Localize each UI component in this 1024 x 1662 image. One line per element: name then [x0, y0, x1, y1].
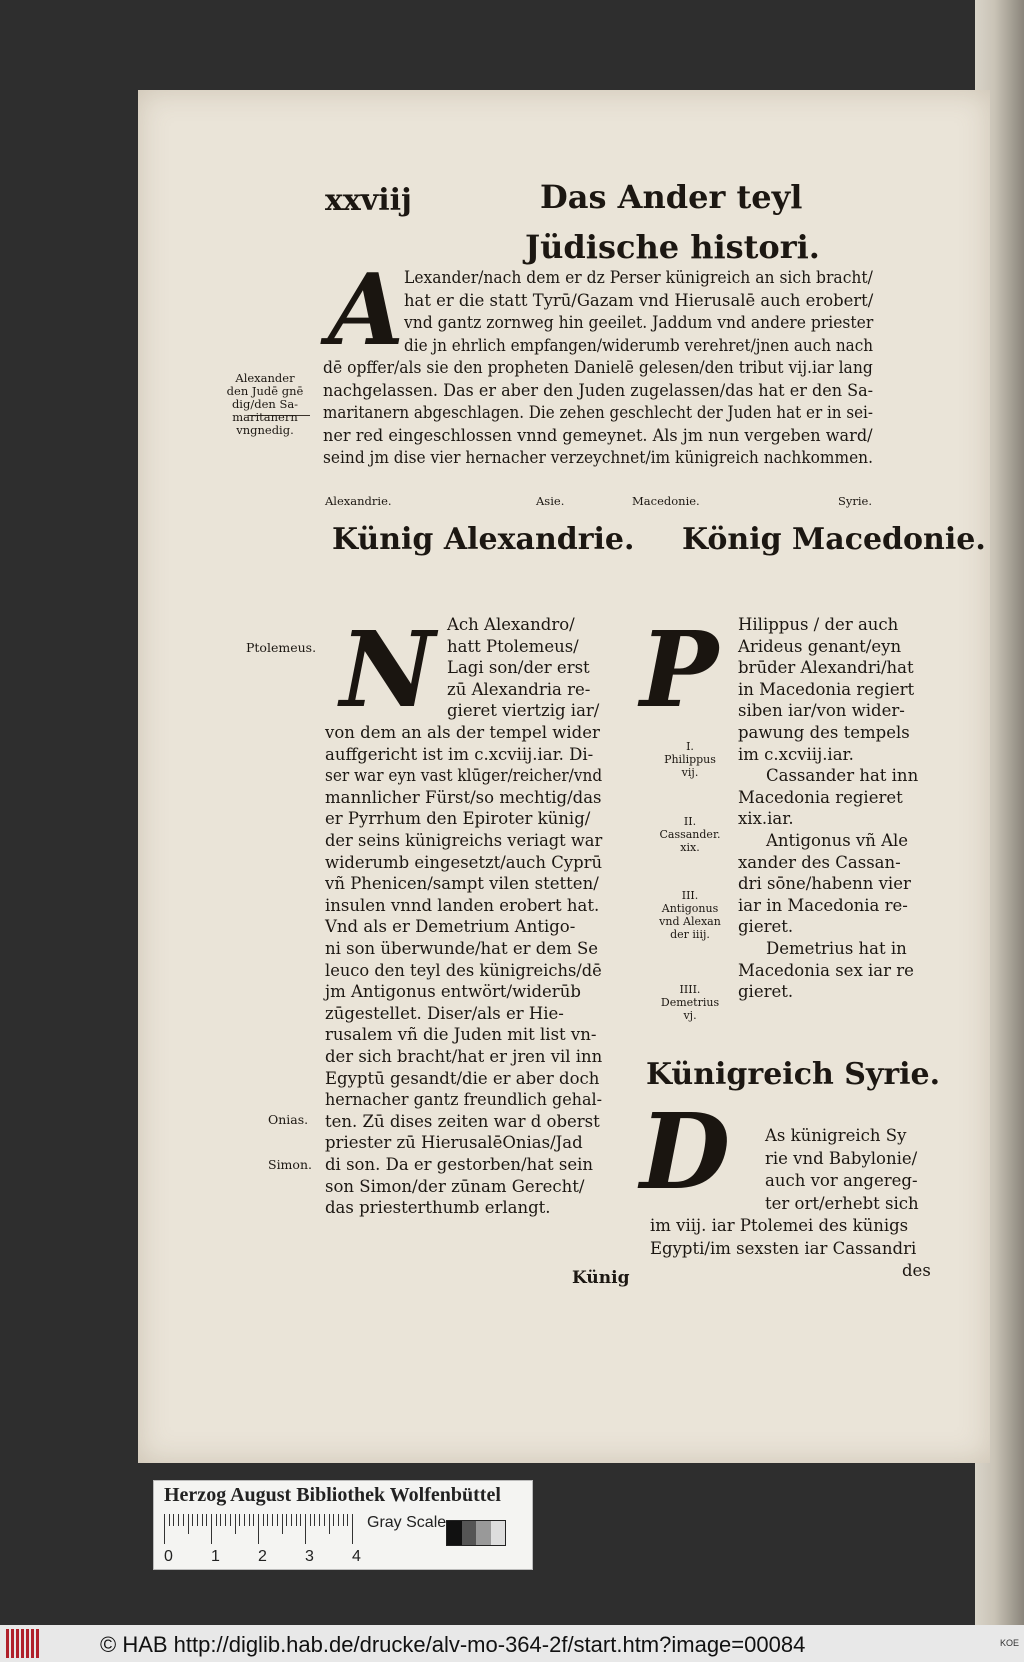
ruler-tick	[192, 1514, 193, 1526]
reign-margin-line: vj.	[683, 1009, 697, 1022]
ruler-tick	[352, 1514, 353, 1544]
syrie-line: rie vnd Babylonie/	[765, 1148, 918, 1168]
margin-note-alexander	[222, 372, 308, 437]
left-column-line: Lagi son/der erst	[447, 658, 590, 678]
gray-scale-strip	[446, 1520, 506, 1546]
right-column-line: xander des Cassan-	[738, 852, 901, 872]
dropcap-initial-n: N	[340, 608, 436, 731]
right-column-line: dri sōne/habenn vier	[738, 874, 911, 894]
margin-note-line: Alexander	[235, 371, 295, 385]
margin-note-line: den Judē gnē	[226, 384, 304, 398]
gray-scale-label: Gray Scale	[367, 1514, 447, 1531]
reign-margin-line: der iiij.	[670, 928, 710, 941]
left-column-line: zūgestellet. Diser/als er Hie-	[325, 1003, 564, 1023]
intro-line: die jn ehrlich empfangen/widerumb verehret/jnen auch nach	[404, 335, 874, 355]
right-column-line: gieret.	[738, 917, 794, 937]
cm-ruler	[164, 1514, 358, 1544]
ruler-tick	[282, 1514, 283, 1534]
right-column-line: in Macedonia regiert	[738, 679, 915, 699]
left-column-line: hatt Ptolemeus/	[447, 636, 579, 656]
column-head: Syrie.	[838, 494, 873, 508]
ruler-tick	[235, 1514, 236, 1534]
gray-patch	[491, 1521, 506, 1545]
heading-koenig-macedonie: König Macedonie.	[682, 522, 986, 557]
left-column-line: priester zū HierusalēOnias/Jad	[325, 1133, 583, 1153]
ruler-tick	[183, 1514, 184, 1526]
left-column-line: auffgericht ist im c.xcviij.iar. Di-	[325, 744, 594, 764]
left-column-line: von dem an als der tempel wider	[325, 723, 600, 742]
ruler-tick	[329, 1514, 330, 1534]
reign-margin-line: Antigonus	[661, 902, 719, 915]
right-column-line: gieret.	[738, 982, 794, 1002]
left-column-line: widerumb eingesetzt/auch Cyprū	[325, 852, 603, 872]
ruler-tick	[263, 1514, 264, 1526]
ruler-tick	[310, 1514, 311, 1526]
reign-margin-note	[650, 815, 730, 854]
right-column-line: Macedonia sex iar re	[738, 960, 914, 980]
ruler-tick	[324, 1514, 325, 1526]
reign-margin-note	[650, 740, 730, 779]
ruler-tick	[319, 1514, 320, 1526]
left-column-line: mannlicher Fürst/so mechtig/das	[325, 787, 602, 807]
intro-line: seind jm dise vier hernacher verzeychnet/im künigreich nachkommen.	[323, 448, 873, 467]
library-name: Herzog August Bibliothek Wolfenbüttel	[164, 1484, 501, 1506]
ruler-tick	[343, 1514, 344, 1526]
ruler-tick	[188, 1514, 189, 1534]
left-column-line: hernacher gantz freundlich gehal-	[325, 1090, 602, 1110]
ruler-tick	[178, 1514, 179, 1526]
syrie-line: auch vor angereg-	[765, 1171, 918, 1190]
gray-patch	[447, 1521, 462, 1545]
reign-margin-line: xix.	[680, 841, 700, 854]
left-column-line: gieret viertzig iar/	[447, 701, 600, 721]
left-column-line: insulen vnnd landen erobert hat.	[325, 895, 600, 915]
heading-kuenig-alexandrie: Künig Alexandrie.	[332, 522, 635, 557]
left-column-line: Ach Alexandro/	[447, 615, 575, 634]
left-column-line: di son. Da er gestorben/hat sein	[325, 1155, 594, 1174]
reign-margin-line: IIII.	[679, 983, 701, 996]
right-column-line: siben iar/von wider-	[738, 701, 905, 721]
right-column-line: iar in Macedonia re-	[738, 895, 908, 915]
left-margin-note: Onias.	[268, 1112, 309, 1127]
ruler-tick	[300, 1514, 301, 1526]
ruler-tick	[239, 1514, 240, 1526]
syrie-line: im viij. iar Ptolemei des künigs	[650, 1216, 909, 1235]
intro-line: dē opffer/als sie den propheten Danielē gelesen/den tribut vij.iar lang	[323, 358, 873, 377]
left-column-line: leuco den teyl des künigreichs/dē	[325, 960, 602, 980]
left-column-line: Egyptū gesandt/die er aber doch	[325, 1068, 600, 1088]
syrie-line: ter ort/erhebt sich	[765, 1193, 919, 1213]
left-column-line: rusalem vñ die Juden mit list vn-	[325, 1025, 597, 1045]
dropcap-initial-p: P	[640, 608, 719, 731]
section-title: Jüdische histori.	[525, 228, 820, 266]
ruler-tick	[333, 1514, 334, 1526]
left-column-line: Vnd als er Demetrium Antigo-	[325, 917, 576, 937]
running-title: Das Ander teyl	[540, 178, 803, 216]
column-head: Macedonie.	[632, 494, 700, 508]
intro-line: ner red eingeschlossen vnnd gemeynet. Als jm nun vergeben ward/	[323, 425, 873, 445]
margin-note-line: maritanern	[232, 410, 298, 424]
left-column-line: der seins künigreichs veriagt war	[325, 831, 603, 850]
right-column-line: Antigonus vñ Ale	[766, 831, 909, 850]
reign-margin-line: vnd Alexan	[659, 915, 721, 928]
ruler-tick	[225, 1514, 226, 1526]
ruler-number: 3	[305, 1548, 314, 1565]
intro-line: vnd gantz zornweg hin geeilet. Jaddum vnd andere priester	[404, 313, 874, 332]
gray-patch	[476, 1521, 491, 1545]
ruler-number: 0	[164, 1548, 173, 1565]
gray-patch	[462, 1521, 477, 1545]
ruler-tick	[216, 1514, 217, 1526]
ruler-tick	[169, 1514, 170, 1526]
reign-margin-line: Cassander.	[659, 828, 721, 841]
left-margin-note: Simon.	[268, 1157, 312, 1172]
left-column-line: son Simon/der zūnam Gerecht/	[325, 1176, 585, 1196]
ruler-tick	[267, 1514, 268, 1526]
column-head: Alexandrie.	[325, 494, 392, 508]
ruler-tick	[272, 1514, 273, 1526]
right-column-line: Macedonia regieret	[738, 787, 903, 807]
folio-number: xxviij	[325, 183, 412, 218]
syrie-line: des	[902, 1261, 931, 1280]
intro-line: maritanern abgeschlagen. Die zehen geschlecht der Juden hat er in sei-	[323, 403, 873, 422]
heading-kuenigreich-syrie: Künigreich Syrie.	[646, 1057, 941, 1092]
reign-margin-line: Philippus	[664, 753, 716, 766]
reign-margin-line: I.	[686, 740, 694, 753]
column-head: Asie.	[536, 494, 565, 508]
syrie-line: As künigreich Sy	[765, 1126, 907, 1145]
ruler-number: 1	[211, 1548, 220, 1565]
ruler-tick	[244, 1514, 245, 1526]
ruler-tick	[164, 1514, 165, 1544]
left-column-line: zū Alexandria re-	[447, 679, 591, 699]
ruler-tick	[347, 1514, 348, 1526]
left-margin-note: Ptolemeus.	[246, 640, 317, 655]
left-column-line: jm Antigonus entwört/widerūb	[325, 982, 581, 1002]
left-column-line: er Pyrrhum den Epiroter künig/	[325, 809, 591, 829]
dropcap-initial-d: D	[640, 1090, 731, 1213]
margin-note-line: dig/den Sa-	[231, 397, 299, 411]
ruler-tick	[314, 1514, 315, 1526]
ruler-tick	[197, 1514, 198, 1526]
intro-line: nachgelassen. Das er aber den Juden zugelassen/das hat er den Sa-	[323, 380, 874, 400]
right-column-line: im c.xcviij.iar.	[738, 744, 854, 764]
reign-margin-line: III.	[681, 889, 699, 902]
ruler-tick	[296, 1514, 297, 1526]
reign-margin-line: II.	[683, 815, 697, 828]
left-column-line: vñ Phenicen/sampt vilen stetten/	[325, 874, 599, 894]
reign-margin-line: vij.	[681, 766, 699, 779]
ruler-tick	[338, 1514, 339, 1526]
ruler-tick	[249, 1514, 250, 1526]
margin-note-line: vngnedig.	[236, 423, 294, 437]
left-column-line: ten. Zū dises zeiten war d oberst	[325, 1111, 600, 1131]
ruler-tick	[211, 1514, 212, 1544]
ruler-tick	[277, 1514, 278, 1526]
syrie-line: Egypti/im sexsten iar Cassandri	[650, 1238, 917, 1258]
right-column-line: pawung des tempels	[738, 723, 910, 742]
right-column-line: xix.iar.	[738, 809, 794, 829]
hab-logo-icon	[6, 1629, 42, 1658]
reign-margin-note	[650, 889, 730, 941]
footer-url[interactable]: © HAB http://diglib.hab.de/drucke/alv-mo-364-2f/start.htm?image=00084	[100, 1632, 806, 1657]
reign-margin-note	[650, 983, 730, 1022]
footer-small-mark: KOE	[1000, 1638, 1020, 1648]
catchword: Künig	[572, 1268, 630, 1288]
ruler-tick	[286, 1514, 287, 1526]
left-column-line: ni son überwunde/hat er dem Se	[325, 939, 599, 958]
ruler-tick	[202, 1514, 203, 1526]
ruler-number: 2	[258, 1548, 267, 1565]
ruler-tick	[253, 1514, 254, 1526]
dropcap-initial-a: A	[328, 253, 405, 368]
right-column-line: Demetrius hat in	[766, 939, 907, 958]
right-column-line: Cassander hat inn	[766, 766, 919, 786]
left-column-line: der sich bracht/hat er jren vil inn	[325, 1047, 603, 1066]
ruler-tick	[206, 1514, 207, 1526]
right-column-line: Arideus genant/eyn	[738, 636, 902, 656]
ruler-tick	[220, 1514, 221, 1526]
ruler-number: 4	[352, 1548, 361, 1565]
left-column-line: das priesterthumb erlangt.	[325, 1198, 551, 1218]
reign-margin-line: Demetrius	[660, 996, 720, 1009]
ruler-tick	[173, 1514, 174, 1526]
right-column-line: Hilippus / der auch	[738, 615, 899, 634]
right-column-line: brūder Alexandri/hat	[738, 658, 914, 678]
ruler-tick	[305, 1514, 306, 1544]
ruler-tick	[230, 1514, 231, 1526]
intro-line: Lexander/nach dem er dz Perser künigreich an sich bracht/	[404, 268, 873, 287]
ruler-tick	[258, 1514, 259, 1544]
intro-line: hat er die statt Tyrū/Gazam vnd Hierusalē auch erobert/	[404, 290, 874, 310]
ruler-tick	[291, 1514, 292, 1526]
left-column-line: ser war eyn vast klūger/reicher/vnd	[325, 766, 603, 786]
